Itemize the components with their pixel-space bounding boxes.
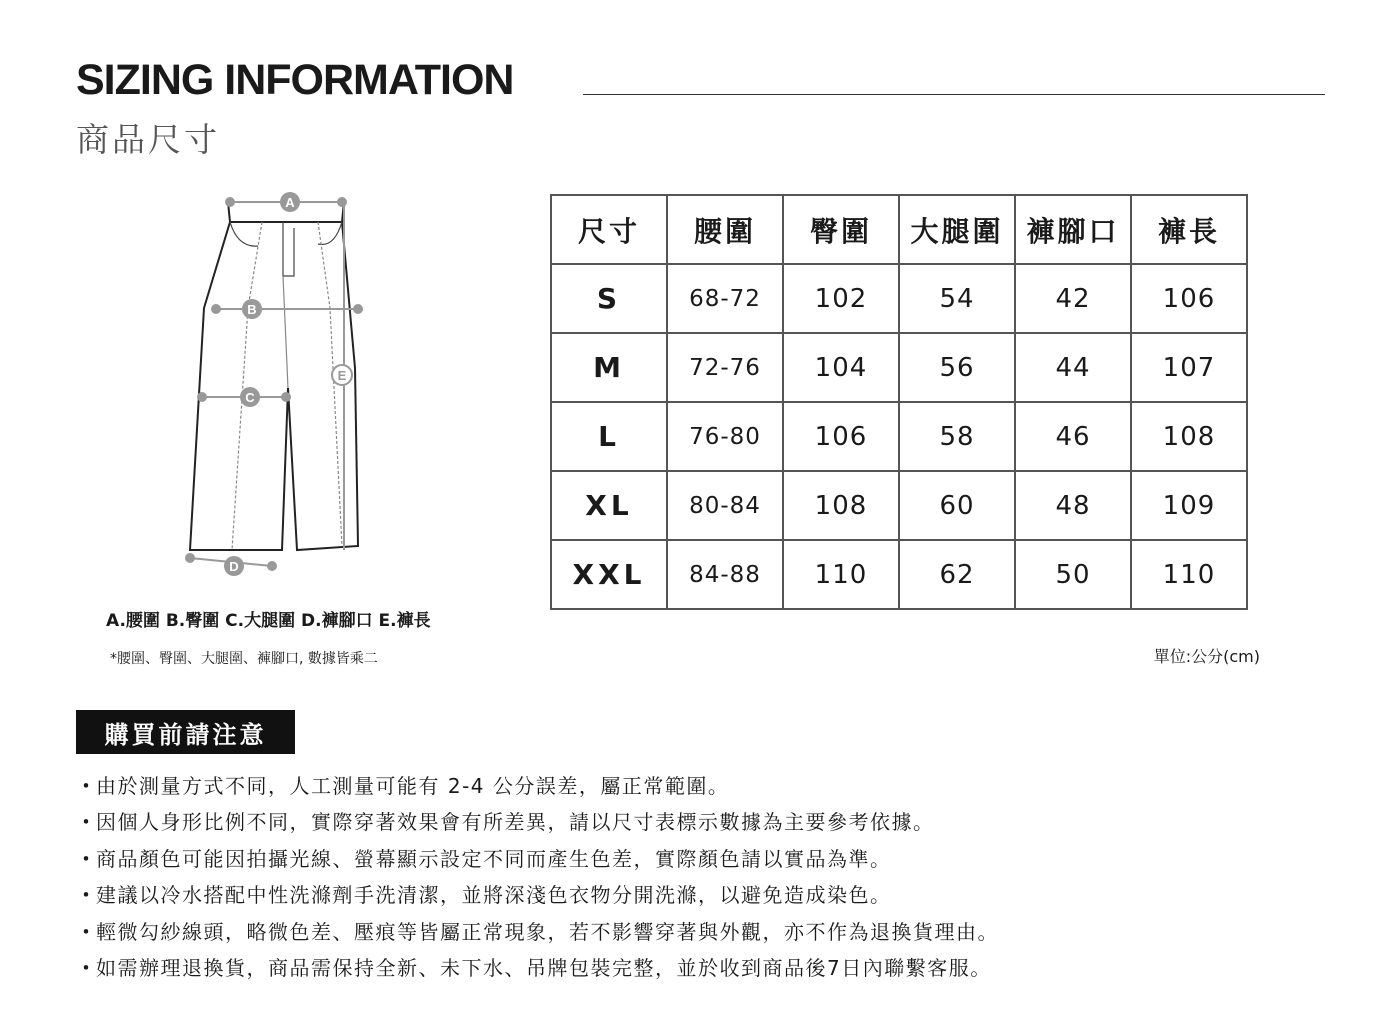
size-cell: XL [551,471,667,540]
list-item [76,839,999,876]
notice-text: 輕微勾紗線頭，略微色差、壓痕等皆屬正常現象，若不影響穿著與外觀，亦不作為退換貨理由。 [96,919,999,944]
svg-text:C: C [245,390,255,405]
list-item [76,803,999,840]
header-thigh: 大腿圍 [899,195,1015,264]
pants-details [230,222,342,550]
hip-cell: 104 [783,333,899,402]
leg-opening-cell: 50 [1015,540,1131,609]
header-size: 尺寸 [551,195,667,264]
list-item [76,766,999,803]
header-waist: 腰圍 [667,195,783,264]
bullet-icon: ・ [76,810,98,835]
notice-text: 建議以冷水搭配中性洗滌劑手洗清潔，並將深淺色衣物分開洗滌，以避免造成染色。 [96,883,892,908]
svg-text:A: A [285,195,295,210]
table-header-row [551,195,1247,264]
size-cell: M [551,333,667,402]
measurement-note: *腰圍、臀圍、大腿圍、褲腳口, 數據皆乘二 [110,651,378,667]
length-cell: 106 [1131,264,1247,333]
waist-cell: 72-76 [667,333,783,402]
size-cell: L [551,402,667,471]
hip-cell: 108 [783,471,899,540]
svg-text:E: E [337,368,347,383]
bullet-icon: ・ [76,883,98,908]
bullet-icon: ・ [76,956,98,981]
leg-opening-cell: 42 [1015,264,1131,333]
bullet-icon: ・ [76,919,98,944]
length-cell: 110 [1131,540,1247,609]
bullet-icon: ・ [76,846,98,871]
marker-a [280,192,300,212]
title-divider [583,94,1325,95]
thigh-cell: 56 [899,333,1015,402]
table-row [551,333,1247,402]
thigh-cell: 58 [899,402,1015,471]
table-row [551,471,1247,540]
table-row [551,540,1247,609]
marker-b [242,299,262,319]
measurement-legend: A.腰圍 B.臀圍 C.大腿圍 D.褲腳口 E.褲長 [106,611,431,631]
leg-opening-cell: 46 [1015,402,1131,471]
waist-cell: 68-72 [667,264,783,333]
marker-e [332,365,352,385]
notice-text: 由於測量方式不同，人工測量可能有 2-4 公分誤差，屬正常範圍。 [96,773,730,798]
hip-cell: 102 [783,264,899,333]
page-subtitle: 商品尺寸 [76,120,220,159]
pants-measurement-diagram [180,188,380,578]
header-hip: 臀圍 [783,195,899,264]
size-chart-table [550,194,1248,610]
list-item [76,949,999,986]
header-leg-opening: 褲腳口 [1015,195,1131,264]
svg-text:D: D [229,559,239,574]
hip-cell: 106 [783,402,899,471]
thigh-cell: 62 [899,540,1015,609]
notice-text: 如需辦理退換貨，商品需保持全新、未下水、吊牌包裝完整，並於收到商品後7日內聯繫客服。 [96,956,992,981]
notice-heading: 購買前請注意 [76,710,295,754]
thigh-cell: 54 [899,264,1015,333]
hip-cell: 110 [783,540,899,609]
leg-opening-cell: 48 [1015,471,1131,540]
notice-text: 商品顏色可能因拍攝光線、螢幕顯示設定不同而產生色差，實際顏色請以實品為準。 [96,846,892,871]
table-row [551,264,1247,333]
size-cell: XXL [551,540,667,609]
length-cell: 108 [1131,402,1247,471]
waist-cell: 80-84 [667,471,783,540]
list-item [76,876,999,913]
notice-list [76,766,999,985]
bullet-icon: ・ [76,773,98,798]
svg-text:B: B [247,302,257,317]
size-cell: S [551,264,667,333]
thigh-cell: 60 [899,471,1015,540]
marker-d [224,556,244,576]
table-row [551,402,1247,471]
unit-note: 單位:公分(cm) [1153,647,1260,666]
waist-cell: 84-88 [667,540,783,609]
notice-text: 因個人身形比例不同，實際穿著效果會有所差異，請以尺寸表標示數據為主要參考依據。 [96,810,935,835]
page-title: SIZING INFORMATION [76,56,514,104]
marker-c [240,387,260,407]
list-item [76,912,999,949]
waist-cell: 76-80 [667,402,783,471]
header-length: 褲長 [1131,195,1247,264]
length-cell: 109 [1131,471,1247,540]
leg-opening-cell: 44 [1015,333,1131,402]
length-cell: 107 [1131,333,1247,402]
